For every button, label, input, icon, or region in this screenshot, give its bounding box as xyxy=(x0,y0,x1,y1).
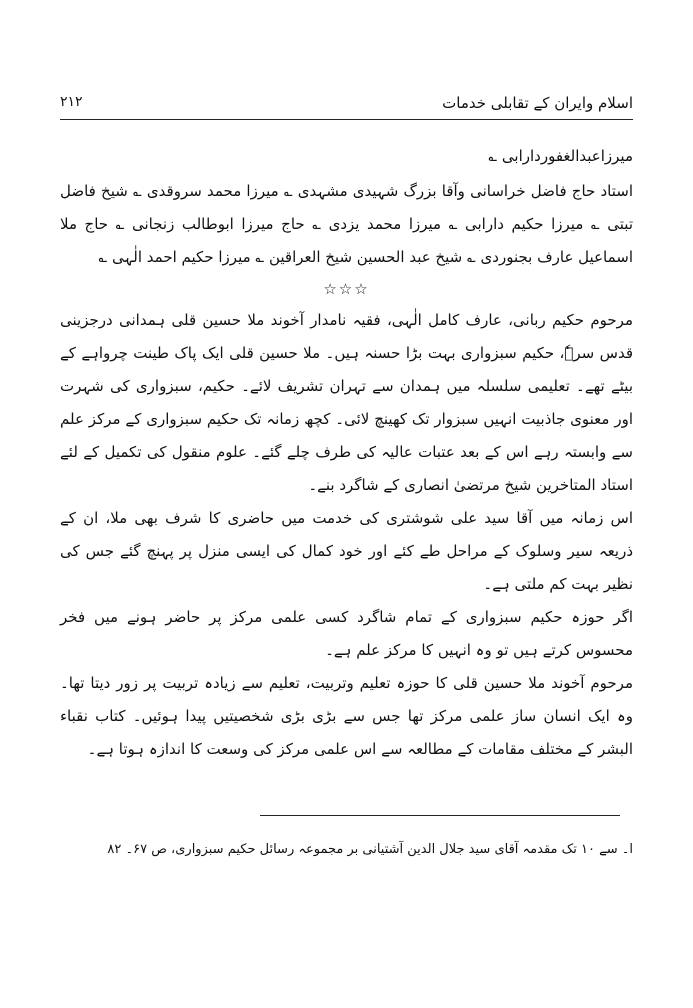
section-separator: ☆☆☆ xyxy=(323,280,370,298)
main-text xyxy=(60,140,633,766)
paragraph-students: اگر حوزہ حکیم سبزواری کے تمام شاگرد کسی علمی مرکز پر حاضر ہونے میں فخر محسوس کرتے ہیں تو وہ انہیں کا مرکز علم ہے۔ xyxy=(60,608,633,659)
paragraph-hawza: مرحوم آخوند ملا حسین قلی کا حوزہ تعلیم وتربیت، تعلیم سے زیادہ تربیت پر زور دیتا تھا۔ وہ ایک انسان ساز علمی مرکز تھا جس سے بڑی بڑی شخصیتیں پیدا ہوئیں۔ کتاب نقباء البشر کے مختلف مقامات کے مطالعہ سے اس علمی مرکز کی وسعت کا اندازہ ہوتا ہے۔ xyxy=(60,674,633,758)
section-heading: میرزاعبدالغفوردارابی ؎ xyxy=(488,147,633,165)
paragraph-biography: مرحوم حکیم ربانی، عارف کامل الٰہی، فقیہ نامدار آخوند ملا حسین قلی ہمدانی درجزینی قدس سرہٗ، حکیم سبزواری بہت بڑا حسنہ ہیں۔ ملا حسین قلی ایک پاک طینت چرواہے کے بیٹے تھے۔ تعلیمی سلسلہ میں ہمدان سے تہران تشریف لائے۔ حکیم، سبزواری کی شہرت اور معنوی جاذبیت انہیں سبزوار تک کھینچ لائی۔ کچھ زمانہ تک حکیم سبزواری کے مرکز علم سے وابستہ رہے اس کے بعد عتبات عالیہ کی طرف چلے گئے۔ علوم منقول کی تکمیل کے لئے استاد المتاخرین شیخ مرتضیٰ انصاری کے شاگرد بنے۔ xyxy=(60,311,633,494)
paragraph-shushtari: اس زمانہ میں آقا سید علی شوشتری کی خدمت میں حاضری کا شرف بھی ملا، ان کے ذریعہ سیر وسلوک کے مراحل طے کئے اور خود کمال کی ایسی منزل پر پہنچ گئے جس کی نظیر بہت کم ملتی ہے۔ xyxy=(60,509,633,593)
header-rule xyxy=(60,119,633,120)
footnote: ا۔ سے ۱۰ تک مقدمہ آقای سید جلال الدین آشتیانی بر مجموعہ رسائل حکیم سبزواری، ص ۶۷۔ ۸۲ xyxy=(107,842,633,857)
footnote-rule xyxy=(260,815,620,816)
page-number: ۲۱۲ xyxy=(60,94,83,110)
page-header xyxy=(60,90,633,118)
running-title: اسلام وایران کے تقابلی خدمات xyxy=(442,94,633,112)
paragraph-teachers: استاد حاج فاضل خراسانی وآقا بزرگ شہیدی مشہدی ؎ میرزا محمد سروقدی ؎ شیخ فاضل تبتی ؎ میرزا حکیم دارابی ؎ میرزا محمد یزدی ؎ حاج میرزا ابوطالب زنجانی ؎ حاج ملا اسماعیل عارف بجنوردی ؎ شیخ عبد الحسین شیخ العراقین ؎ میرزا حکیم احمد الٰہی ؎ xyxy=(60,182,633,266)
